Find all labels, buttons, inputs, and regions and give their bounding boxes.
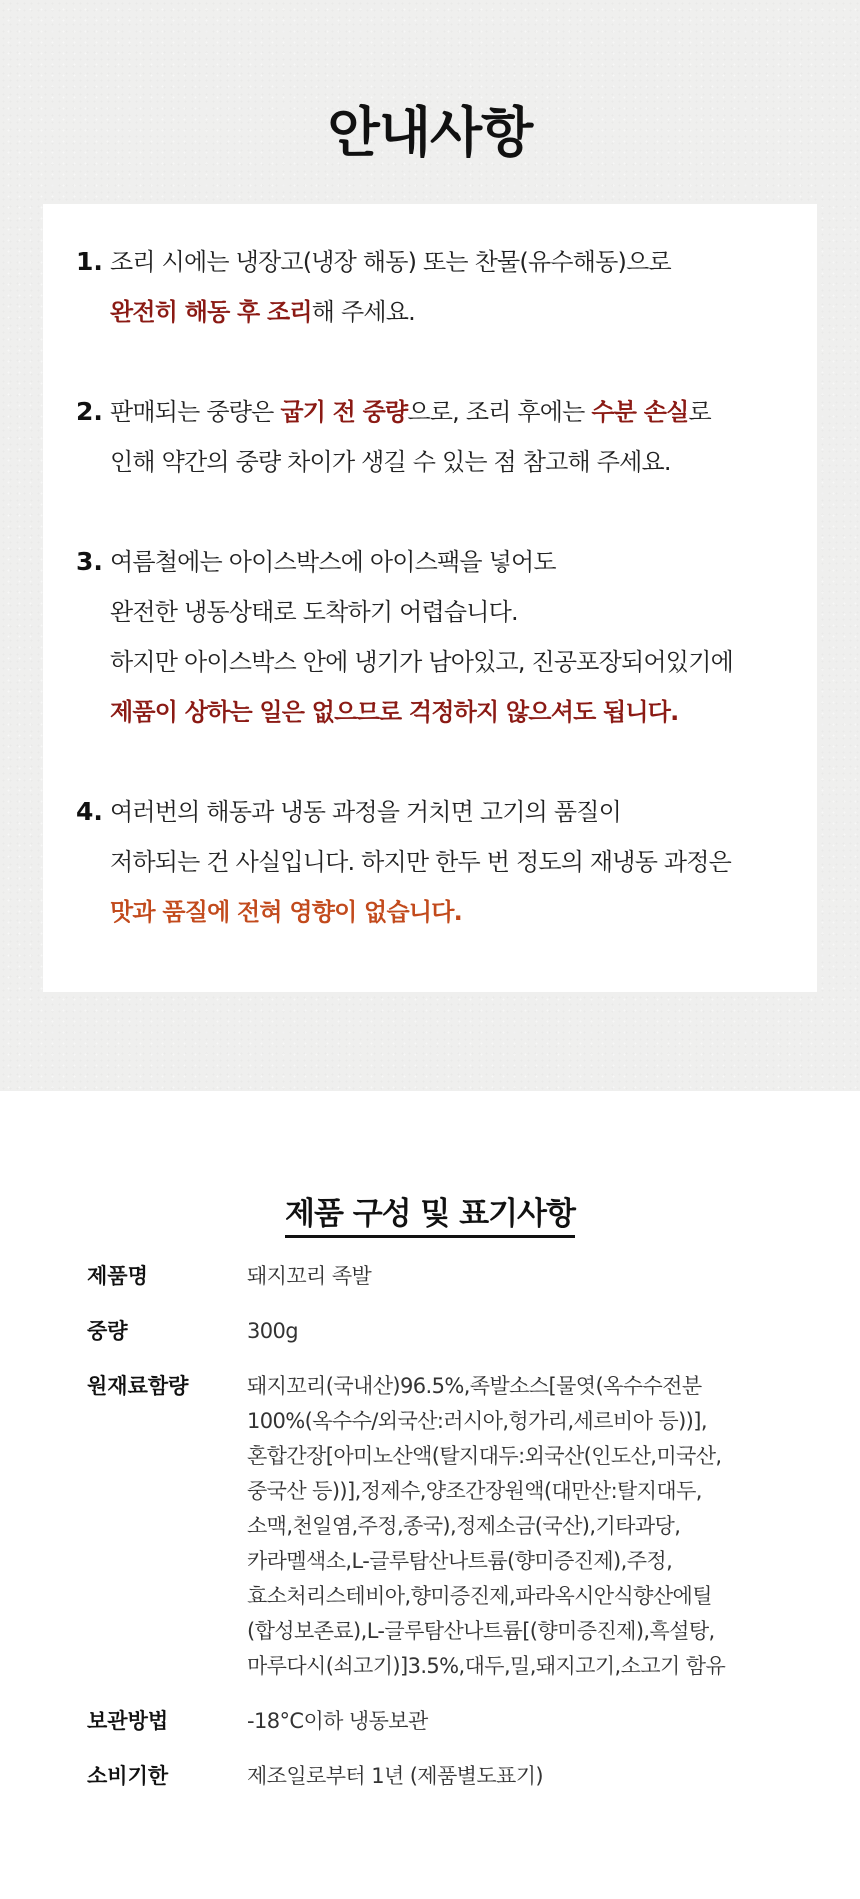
notice-line xyxy=(110,237,796,287)
spec-value xyxy=(247,1369,787,1684)
notice-line xyxy=(110,387,796,437)
spec-value-line: 효소처리스테비아,향미증진제,파라옥시안식향산에틸 xyxy=(247,1584,712,1608)
spec-value-line: 돼지꼬리 족발 xyxy=(247,1264,372,1288)
notice-item-3 xyxy=(76,537,796,737)
spec-section xyxy=(0,1091,860,1899)
spec-value-line: 제조일로부터 1년 (제품별도표기) xyxy=(247,1764,544,1788)
spec-title xyxy=(0,1188,860,1233)
spec-title-text: 제품 구성 및 표기사항 xyxy=(285,1196,575,1238)
spec-value xyxy=(247,1314,787,1349)
notice-text xyxy=(110,537,796,737)
spec-value xyxy=(247,1759,787,1794)
spec-value-line: 100%(옥수수/외국산:러시아,헝가리,세르비아 등))], xyxy=(247,1409,707,1433)
notice-number: 3. xyxy=(76,547,103,576)
notice-text xyxy=(110,787,796,937)
spec-value xyxy=(247,1259,787,1294)
notice-text-segment: 인해 약간의 중량 차이가 생길 수 있는 점 참고해 주세요. xyxy=(110,448,671,476)
notice-line xyxy=(110,587,796,637)
notice-text-segment: 로 xyxy=(688,398,711,426)
notice-line xyxy=(110,437,796,487)
spec-table xyxy=(87,1259,787,1814)
spec-value-line: 300g xyxy=(247,1319,299,1343)
spec-value-line: 마루다시(쇠고기)]3.5%,대두,밀,돼지고기,소고기 함유 xyxy=(247,1654,726,1678)
notice-card xyxy=(43,204,817,992)
spec-label: 보관방법 xyxy=(87,1709,169,1733)
notice-title: 안내사항 xyxy=(327,101,533,164)
notice-text-segment: 완전한 냉동상태로 도착하기 어렵습니다. xyxy=(110,598,518,626)
notice-emphasis: 완전히 해동 후 조리 xyxy=(110,298,312,326)
spec-label: 중량 xyxy=(87,1319,128,1343)
spec-value-line: 카라멜색소,L-글루탐산나트륨(향미증진제),주정, xyxy=(247,1549,673,1573)
notice-line xyxy=(110,687,796,737)
notice-line xyxy=(110,537,796,587)
notice-text-segment: 해 주세요. xyxy=(311,298,415,326)
notice-emphasis: 굽기 전 중량 xyxy=(280,398,408,426)
spec-row xyxy=(87,1314,787,1349)
notice-text-segment: 여러번의 해동과 냉동 과정을 거치면 고기의 품질이 xyxy=(110,798,622,826)
spec-value xyxy=(247,1704,787,1739)
spec-value-line: -18°C이하 냉동보관 xyxy=(247,1709,428,1733)
spec-label: 소비기한 xyxy=(87,1764,169,1788)
spec-row xyxy=(87,1759,787,1794)
notice-text-segment: 하지만 아이스박스 안에 냉기가 남아있고, 진공포장되어있기에 xyxy=(110,648,733,676)
notice-emphasis: 제품이 상하는 일은 없으므로 걱정하지 않으셔도 됩니다. xyxy=(110,698,679,726)
spec-label: 제품명 xyxy=(87,1264,148,1288)
notice-text xyxy=(110,237,796,337)
notice-emphasis: 수분 손실 xyxy=(591,398,689,426)
notice-text-segment: 여름철에는 아이스박스에 아이스팩을 넣어도 xyxy=(110,548,556,576)
notice-text-segment: 판매되는 중량은 xyxy=(110,398,281,426)
notice-text-segment: 저하되는 건 사실입니다. 하지만 한두 번 정도의 재냉동 과정은 xyxy=(110,848,732,876)
notice-number: 1. xyxy=(76,247,103,276)
spec-value-line: 혼합간장[아미노산액(탈지대두:외국산(인도산,미국산, xyxy=(247,1444,722,1468)
notice-line xyxy=(110,837,796,887)
spec-value-line: (합성보존료),L-글루탐산나트륨[(향미증진제),흑설탕, xyxy=(247,1619,715,1643)
spec-value-line: 소맥,천일염,주정,종국),정제소금(국산),기타과당, xyxy=(247,1514,681,1538)
spec-value-line: 중국산 등))],정제수,양조간장원액(대만산:탈지대두, xyxy=(247,1479,702,1503)
notice-line xyxy=(110,887,796,937)
spec-row xyxy=(87,1704,787,1739)
spec-value-line: 돼지꼬리(국내산)96.5%,족발소스[물엿(옥수수전분 xyxy=(247,1374,702,1398)
spec-row xyxy=(87,1369,787,1684)
spec-label: 원재료함량 xyxy=(87,1374,189,1398)
notice-item-1 xyxy=(76,237,796,337)
notice-line xyxy=(110,787,796,837)
notice-text-segment: 조리 시에는 냉장고(냉장 해동) 또는 찬물(유수해동)으로 xyxy=(110,248,671,276)
notice-number: 4. xyxy=(76,797,103,826)
notice-text xyxy=(110,387,796,487)
notice-item-4 xyxy=(76,787,796,937)
notice-line xyxy=(110,287,796,337)
notice-line xyxy=(110,637,796,687)
spec-row xyxy=(87,1259,787,1294)
notice-emphasis: 맛과 품질에 전혀 영향이 없습니다. xyxy=(110,898,462,926)
notice-number: 2. xyxy=(76,397,103,426)
notice-item-2 xyxy=(76,387,796,487)
notice-text-segment: 으로, 조리 후에는 xyxy=(407,398,592,426)
